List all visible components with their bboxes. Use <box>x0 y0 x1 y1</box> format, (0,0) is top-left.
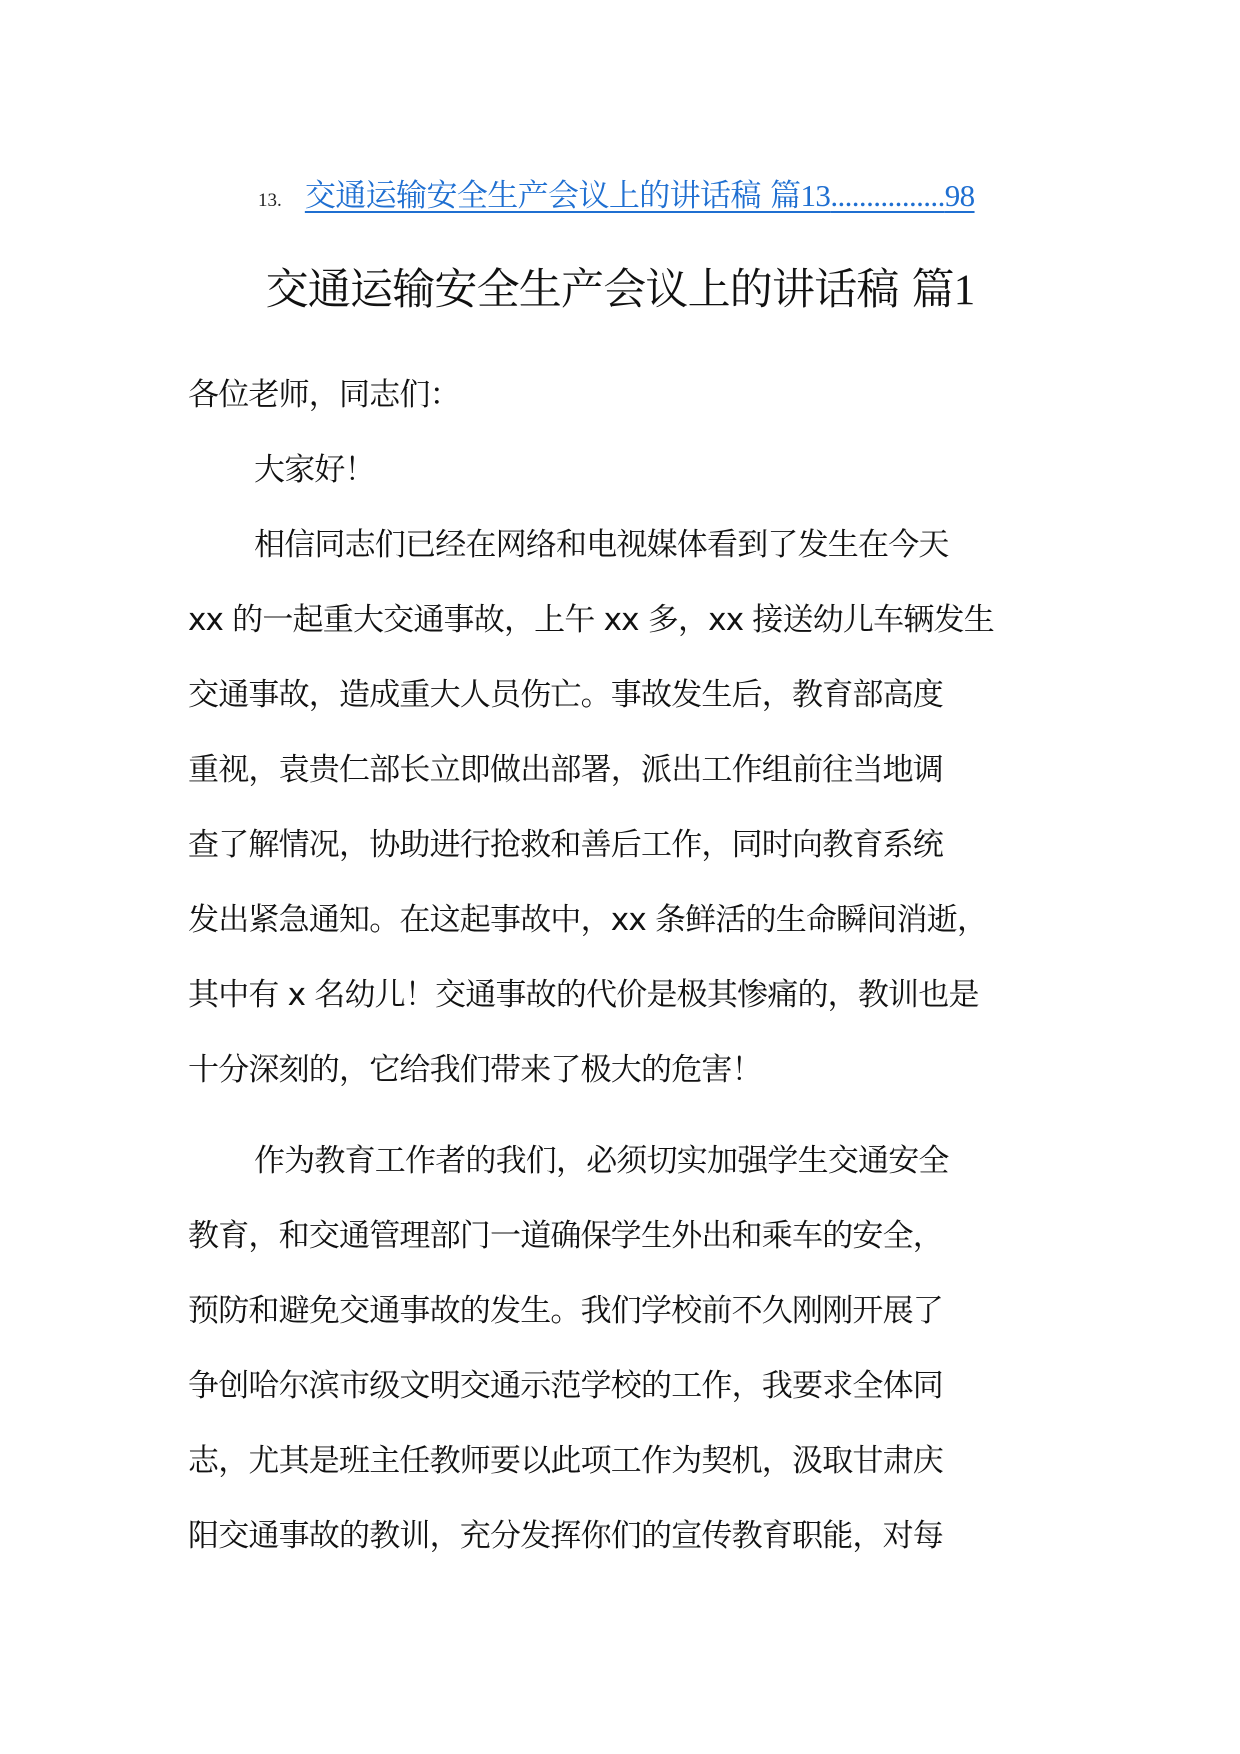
paragraph-line: 其中有 x 名幼儿！交通事故的代价是极其惨痛的，教训也是 <box>188 977 979 1013</box>
greeting: 大家好！ <box>254 452 375 488</box>
paragraph-line: 志，尤其是班主任教师要以此项工作为契机，汲取甘肃庆 <box>188 1443 943 1479</box>
paragraph-2 <box>188 1124 1068 1574</box>
paragraph-line: 教育，和交通管理部门一道确保学生外出和乘车的安全， <box>188 1218 943 1254</box>
toc-link-title: 交通运输安全生产会议上的讲话稿 篇 <box>304 178 801 214</box>
paragraph-line: 发出紧急通知。在这起事故中，xx 条鲜活的生命瞬间消逝， <box>188 902 988 938</box>
toc-link[interactable] <box>305 178 975 214</box>
speech-body <box>188 358 1068 1574</box>
toc-entry-number: 13. <box>258 190 282 211</box>
paragraph-line: 交通事故，造成重大人员伤亡。事故发生后，教育部高度 <box>188 677 943 713</box>
paragraph-gap <box>188 1108 1068 1124</box>
section-heading <box>0 260 1240 321</box>
paragraph-line: xx 的一起重大交通事故，上午 xx 多，xx 接送幼儿车辆发生 <box>188 602 994 638</box>
paragraph-line: 作为教育工作者的我们，必须切实加强学生交通安全 <box>254 1143 949 1179</box>
paragraph-line: 查了解情况，协助进行抢救和善后工作，同时向教育系统 <box>188 827 943 863</box>
section-heading-number: 1 <box>953 267 975 314</box>
paragraph-line: 争创哈尔滨市级文明交通示范学校的工作，我要求全体同 <box>188 1368 943 1404</box>
paragraph-line: 相信同志们已经在网络和电视媒体看到了发生在今天 <box>254 527 949 563</box>
toc-page-number: 98 <box>944 178 975 213</box>
paragraph-line: 重视，袁贵仁部长立即做出部署，派出工作组前往当地调 <box>188 752 943 788</box>
paragraph-line: 预防和避免交通事故的发生。我们学校前不久刚刚开展了 <box>188 1293 943 1329</box>
salutation: 各位老师，同志们： <box>188 377 460 413</box>
paragraph-line: 十分深刻的，它给我们带来了极大的危害！ <box>188 1052 762 1088</box>
section-heading-title: 交通运输安全生产会议上的讲话稿 篇 <box>265 265 954 315</box>
toc-leader-dots: ................ <box>830 178 945 213</box>
paragraph-line: 阳交通事故的教训，充分发挥你们的宣传教育职能，对每 <box>188 1518 943 1554</box>
toc-entry-13 <box>258 172 975 225</box>
toc-link-number: 13 <box>800 178 831 213</box>
paragraph-1 <box>188 508 1068 1108</box>
